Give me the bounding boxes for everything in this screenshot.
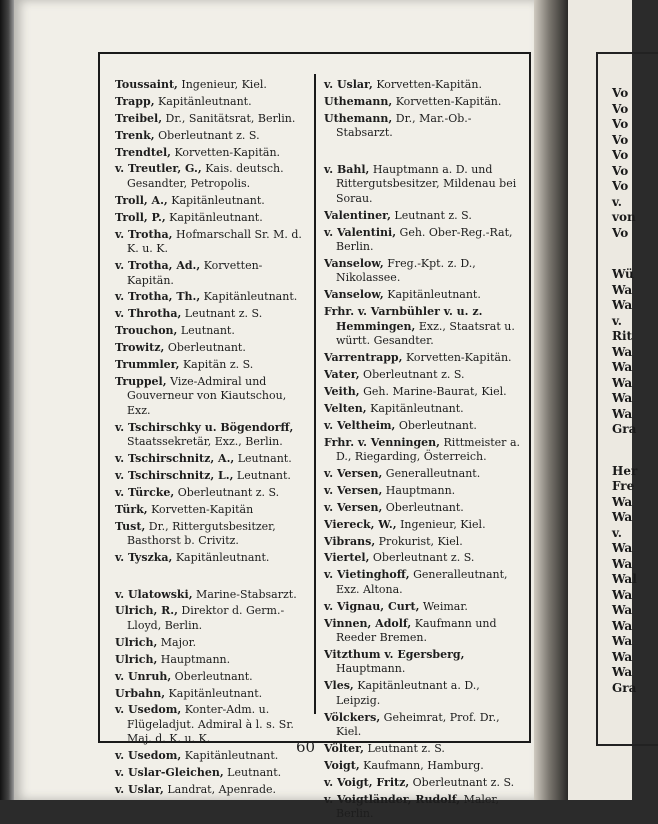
entry-name: Viertel, xyxy=(324,551,370,565)
directory-entry xyxy=(115,486,308,501)
entry-detail: Maler, Berlin. xyxy=(336,792,499,821)
directory-entry xyxy=(115,324,308,339)
entry-name: Frhr. v. Venningen, xyxy=(324,435,441,449)
next-page-text-stub: Vo xyxy=(612,148,629,162)
entry-name: Toussaint, xyxy=(115,78,178,91)
directory-entry xyxy=(324,793,524,822)
next-page-text-stub: Her xyxy=(612,463,638,478)
directory-entry xyxy=(115,358,308,373)
entry-detail: Direktor d. Germ.-Lloyd, Berlin. xyxy=(127,604,285,632)
entry-detail: Leutnant. xyxy=(177,324,235,338)
entry-name: Trouchon, xyxy=(115,324,178,338)
directory-entry xyxy=(115,749,308,764)
directory-entry xyxy=(324,501,524,516)
directory-entry xyxy=(115,636,308,651)
entry-name: Uthemann, xyxy=(324,94,393,108)
directory-entry xyxy=(115,78,308,93)
entry-detail: Kapitän z. S. xyxy=(179,357,254,371)
book-spine-left xyxy=(0,0,14,800)
next-page-text-stub: Wa xyxy=(612,391,633,405)
next-page-text-stub: Wa xyxy=(612,510,633,524)
entry-detail: Kaufmann und Reeder Bremen. xyxy=(336,616,497,645)
entry-detail: Oberleutnant z. S. xyxy=(409,775,515,789)
entry-detail: Leutnant. xyxy=(223,766,282,780)
next-page-text-stub: Rit xyxy=(612,329,633,343)
entry-name: v. Tyszka, xyxy=(115,551,173,565)
entry-detail: Kapitänleutnant. xyxy=(167,193,265,207)
entry-detail: Korvetten-Kapitän. xyxy=(127,259,263,287)
directory-entry xyxy=(324,288,524,303)
entry-detail: Hauptmann. xyxy=(382,483,456,497)
next-page-text-stub: Vo xyxy=(612,117,629,131)
entry-detail: Oberleutnant. xyxy=(171,669,253,683)
next-page-text-stub: v. xyxy=(612,194,622,209)
entry-detail: Weimar. xyxy=(419,599,468,613)
next-page-text-stub: Wa xyxy=(612,587,633,602)
next-page-text-stub: v. xyxy=(612,525,622,540)
entry-name: Völckers, xyxy=(324,710,381,724)
directory-entry xyxy=(115,588,308,603)
next-page-text-stub: Gra xyxy=(612,680,637,695)
entry-name: Veith, xyxy=(324,384,360,398)
directory-entry xyxy=(115,211,308,226)
directory-entry xyxy=(324,368,524,383)
entry-name: Urbahn, xyxy=(115,686,166,700)
directory-entry xyxy=(324,385,524,400)
entry-detail: Geh. Ober-Reg.-Rat, Berlin. xyxy=(336,225,513,254)
next-page-text-stub: Wa xyxy=(612,541,633,555)
column-divider xyxy=(314,74,316,714)
directory-entry xyxy=(324,163,524,207)
entry-detail: Korvetten-Kapitän. xyxy=(170,145,281,159)
directory-entry xyxy=(115,341,308,356)
directory-entry xyxy=(115,520,308,549)
next-page-text-stub: Wü xyxy=(612,267,634,281)
entry-detail: Kaufmann, Hamburg. xyxy=(359,759,484,773)
directory-entry xyxy=(115,551,308,566)
entry-name: v. Usedom, xyxy=(115,749,182,763)
entry-name: v. Vietinghoff, xyxy=(324,568,410,582)
entry-name: Türk, xyxy=(115,502,148,516)
entry-detail: Kapitänleutnant. xyxy=(181,749,279,763)
entry-name: Ulrich, xyxy=(115,652,158,666)
entry-detail: Kapitänleutnant. xyxy=(154,94,252,108)
directory-entry xyxy=(324,419,524,434)
directory-entry xyxy=(115,375,308,419)
entry-name: v. Voigt, Fritz, xyxy=(324,775,410,789)
directory-entry xyxy=(115,653,308,668)
entry-detail: Exz., Staatsrat u. württ. Gesandter. xyxy=(336,319,515,348)
next-page-text-stub: Wa xyxy=(612,665,633,679)
entry-detail: Korvetten-Kapitän. xyxy=(372,78,482,91)
entry-detail: Oberleutnant. xyxy=(164,341,246,355)
entry-detail: Korvetten-Kapitän. xyxy=(402,351,512,365)
entry-detail: Freg.-Kpt. z. D., Nikolassee. xyxy=(336,256,476,285)
next-page-text-stub: Wa xyxy=(612,298,633,312)
directory-entry xyxy=(324,617,524,646)
entry-name: v. Throtha, xyxy=(115,307,182,321)
next-page-text-stub: v. xyxy=(612,313,622,328)
directory-entry xyxy=(115,687,308,702)
directory-entry xyxy=(324,257,524,286)
entry-detail: Landrat, Apenrade. xyxy=(163,783,277,797)
entry-name: v. Unruh, xyxy=(115,669,172,683)
entry-name: Trenk, xyxy=(115,128,155,142)
directory-entry xyxy=(324,209,524,224)
directory-entry xyxy=(324,112,524,141)
entry-name: v. Trotha, xyxy=(115,227,173,241)
next-page-edge xyxy=(568,0,638,800)
next-page-text-stub: Wa xyxy=(612,494,633,509)
entry-name: Trowitz, xyxy=(115,341,165,355)
directory-entry xyxy=(324,711,524,740)
entry-name: v. Uslar, xyxy=(115,783,164,797)
next-page-text-stub: Wa xyxy=(612,344,633,359)
entry-detail: Major. xyxy=(157,635,197,649)
entry-detail: Korvetten-Kapitän. xyxy=(392,94,502,108)
next-page-text-stub: Wa xyxy=(612,618,633,633)
entry-name: Vles, xyxy=(324,679,354,693)
entry-name: Völter, xyxy=(324,742,364,756)
entry-detail: Oberleutnant. xyxy=(395,418,477,432)
directory-entry xyxy=(115,604,308,633)
entry-detail: Dr., Sanitätsrat, Berlin. xyxy=(162,111,296,125)
entry-name: v. Bahl, xyxy=(324,162,370,176)
next-page-text-stub: Wa xyxy=(612,634,633,648)
entry-name: Ulrich, R., xyxy=(115,604,178,618)
entry-name: v. Voigtländer, Rudolf, xyxy=(324,792,461,806)
entry-detail: Staatssekretär, Exz., Berlin. xyxy=(127,435,283,449)
directory-entry xyxy=(115,228,308,257)
book-gutter xyxy=(534,0,568,800)
entry-detail: Oberleutnant z. S. xyxy=(154,128,260,142)
next-page-text-stub: von xyxy=(612,210,636,224)
entry-name: v. Uslar-Gleichen, xyxy=(115,766,224,780)
entry-name: Vinnen, Adolf, xyxy=(324,616,412,630)
directory-entry xyxy=(115,469,308,484)
entry-detail: Kapitänleutnant. xyxy=(165,686,263,700)
entry-detail: Kapitänleutnant. xyxy=(165,210,263,224)
entry-detail: Leutnant z. S. xyxy=(363,742,445,756)
entry-name: Vater, xyxy=(324,368,360,382)
entry-name: Trapp, xyxy=(115,94,155,108)
entry-detail: Prokurist, Kiel. xyxy=(375,534,463,548)
entry-name: v. Trotha, Ad., xyxy=(115,259,201,273)
directory-entry xyxy=(324,600,524,615)
directory-entry xyxy=(324,95,524,110)
entry-name: Troll, A., xyxy=(115,193,168,207)
entry-detail: Leutnant. xyxy=(234,452,292,466)
directory-entry xyxy=(324,484,524,499)
entry-name: Troll, P., xyxy=(115,210,166,224)
entry-name: v. Valentini, xyxy=(324,225,397,239)
directory-entry xyxy=(324,305,524,349)
entry-name: Vitzthum v. Egersberg, xyxy=(324,647,465,661)
entry-detail: Ingenieur, Kiel. xyxy=(396,517,486,531)
entry-name: v. Tschirschky u. Bögendorff, xyxy=(115,420,294,434)
directory-entry xyxy=(115,703,308,747)
directory-entry xyxy=(324,776,524,791)
entry-detail: Hauptmann. xyxy=(157,652,231,666)
entry-detail: Oberleutnant z. S. xyxy=(174,485,280,499)
entry-detail: Geh. Marine-Baurat, Kiel. xyxy=(359,384,507,398)
entry-name: Uthemann, xyxy=(324,111,393,125)
entry-name: v. Treutler, G., xyxy=(115,162,202,176)
entry-detail: Marine-Stabsarzt. xyxy=(192,587,297,601)
directory-entry xyxy=(324,436,524,465)
directory-entry xyxy=(115,194,308,209)
directory-entry xyxy=(115,146,308,161)
entry-detail: Dr., Mar.-Ob.-Stabsarzt. xyxy=(336,111,472,140)
directory-entry xyxy=(115,421,308,450)
entry-detail: Generalleutnant. xyxy=(382,466,481,480)
directory-entry xyxy=(324,518,524,533)
next-page-text-stub: Wa xyxy=(612,649,633,664)
next-page-text-stub: Wa xyxy=(612,556,633,571)
directory-entry xyxy=(115,766,308,781)
directory-entry xyxy=(115,259,308,288)
directory-entry xyxy=(324,351,524,366)
next-page-text-stub: Vo xyxy=(612,86,629,100)
directory-entry xyxy=(324,759,524,774)
entry-name: Tust, xyxy=(115,519,146,533)
next-page-text-stub: Wa xyxy=(612,406,633,421)
entry-name: Viereck, W., xyxy=(324,517,397,531)
entry-detail: Kais. deutsch. Gesandter, Petropolis. xyxy=(127,162,284,190)
next-page-text-stub: Vo xyxy=(612,163,629,178)
entry-name: v. Versen, xyxy=(324,466,383,480)
directory-entry xyxy=(115,503,308,518)
directory-entry xyxy=(324,467,524,482)
entry-detail: Kapitänleutnant. xyxy=(172,551,270,565)
entry-detail: Kapitänleutnant a. D., Leipzig. xyxy=(336,679,480,707)
next-page-text-stub: Vo xyxy=(612,101,629,116)
entry-detail: Konter-Adm. u. Flügeladjut. Admiral à l. s. Sr. Maj. d. K. u. K. xyxy=(127,703,294,746)
next-page-text-stub: Gra xyxy=(612,422,637,436)
entry-name: Trummler, xyxy=(115,357,180,371)
directory-entry xyxy=(324,78,524,93)
entry-detail: Hofmarschall Sr. M. d. K. u. K. xyxy=(127,227,302,256)
directory-entry xyxy=(115,670,308,685)
entry-detail: Korvetten-Kapitän xyxy=(147,502,254,516)
next-page-text-stub: Vo xyxy=(612,225,629,240)
entry-name: Truppel, xyxy=(115,374,167,388)
entry-name: Frhr. v. Varnbühler v. u. z. Hemmingen, xyxy=(324,305,483,333)
entry-name: v. Tschirschnitz, L., xyxy=(115,469,234,483)
next-page-text-stub: Wa xyxy=(612,282,633,297)
directory-entry xyxy=(115,452,308,467)
entry-detail: Generalleutnant, Exz. Altona. xyxy=(336,568,508,596)
entry-detail: Oberleutnant z. S. xyxy=(369,551,475,565)
directory-entry xyxy=(115,112,308,127)
entry-detail: Kapitänleutnant. xyxy=(383,288,481,302)
entry-name: Vanselow, xyxy=(324,256,384,270)
directory-entry xyxy=(324,402,524,417)
entry-name: Vibrans, xyxy=(324,534,376,548)
directory-entry xyxy=(324,551,524,566)
entry-detail: Hauptmann. xyxy=(336,662,406,676)
entry-name: Treibel, xyxy=(115,111,163,125)
next-page-text-stub: Wa xyxy=(612,360,633,374)
right-column xyxy=(324,78,524,824)
entry-detail: Vize-Admiral und Gouverneur von Kiautschou, Exz. xyxy=(127,374,287,417)
left-column xyxy=(115,78,308,800)
entry-name: v. Trotha, Th., xyxy=(115,290,201,304)
directory-entry xyxy=(115,162,308,191)
entry-name: v. Versen, xyxy=(324,500,383,514)
entry-name: v. Usedom, xyxy=(115,703,182,717)
entry-detail: Hauptmann a. D. und Rittergutsbesitzer, Mildenau bei Sorau. xyxy=(336,162,517,205)
next-page-text-stub: Wa xyxy=(612,375,633,390)
directory-entry xyxy=(115,783,308,798)
directory-entry xyxy=(115,290,308,305)
entry-detail: Oberleutnant. xyxy=(382,500,464,514)
directory-entry xyxy=(324,568,524,597)
entry-detail: Kapitänleutnant. xyxy=(200,290,298,304)
entry-name: v. Ulatowski, xyxy=(115,587,193,601)
directory-entry xyxy=(324,648,524,677)
entry-detail: Rittmeister a. D., Riegarding, Österreich. xyxy=(336,435,520,464)
entry-name: Varrentrapp, xyxy=(324,351,403,365)
entry-name: Trendtel, xyxy=(115,145,171,159)
entry-name: Velten, xyxy=(324,401,367,415)
entry-name: v. Versen, xyxy=(324,483,383,497)
entry-detail: Geheimrat, Prof. Dr., Kiel. xyxy=(336,710,500,739)
entry-detail: Ingenieur, Kiel. xyxy=(177,78,267,91)
entry-name: Ulrich, xyxy=(115,635,158,649)
entry-detail: Leutnant z. S. xyxy=(181,307,263,321)
entry-name: v. Veltheim, xyxy=(324,418,396,432)
next-page-text-stub: Vo xyxy=(612,132,629,147)
directory-entry xyxy=(115,95,308,110)
entry-name: Vanselow, xyxy=(324,288,384,302)
entry-detail: Dr., Rittergutsbesitzer, Basthorst b. Crivitz. xyxy=(127,519,276,548)
entry-detail: Oberleutnant z. S. xyxy=(359,368,465,382)
entry-name: Voigt, xyxy=(324,759,360,773)
entry-detail: Kapitänleutnant. xyxy=(366,401,464,415)
page-number: 60 xyxy=(296,738,316,756)
directory-entry xyxy=(324,679,524,708)
entry-name: Valentiner, xyxy=(324,208,391,222)
entry-detail: Leutnant. xyxy=(233,469,291,483)
entry-name: v. Vignau, Curt, xyxy=(324,599,420,613)
directory-entry xyxy=(324,535,524,550)
directory-entry xyxy=(324,742,524,757)
directory-entry xyxy=(324,226,524,255)
directory-entry xyxy=(115,129,308,144)
entry-name: v. Tschirschnitz, A., xyxy=(115,452,235,466)
directory-entry xyxy=(115,307,308,322)
entry-name: v. Uslar, xyxy=(324,78,373,91)
next-page-text-stub: Fre xyxy=(612,479,635,493)
entry-detail: Leutnant z. S. xyxy=(390,208,472,222)
entry-name: v. Türcke, xyxy=(115,485,175,499)
next-page-text-stub: Wa xyxy=(612,603,633,617)
next-page-text-stub: Wal xyxy=(612,572,637,586)
next-page-text-stub: Vo xyxy=(612,179,629,193)
